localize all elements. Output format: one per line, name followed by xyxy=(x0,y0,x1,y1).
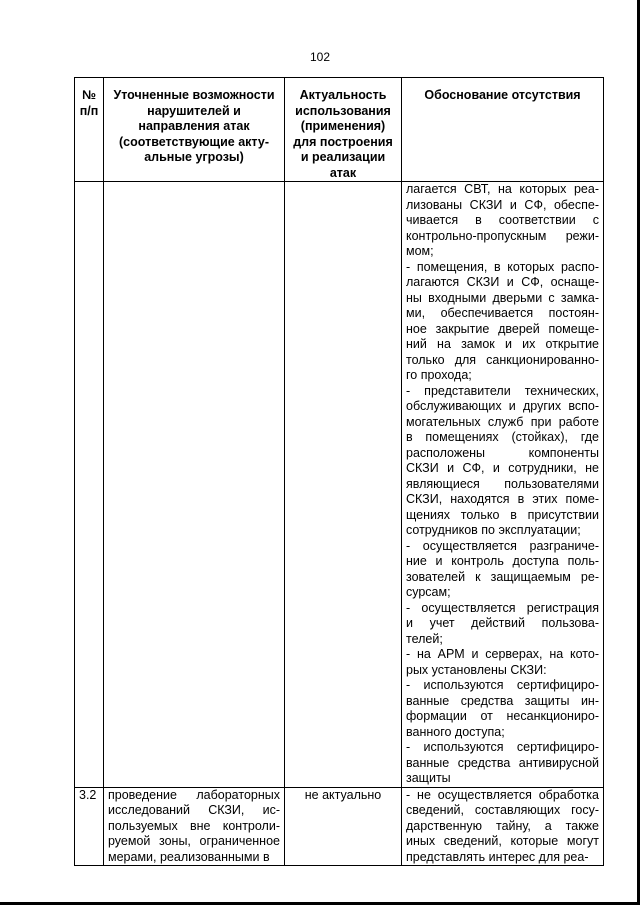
justification-text xyxy=(406,182,599,787)
cell-num: 3.2 xyxy=(75,787,104,866)
text-line: зователей к защищаемым ре- xyxy=(406,569,599,584)
text-line: мерами, реализованными в xyxy=(108,849,270,864)
text-line: обслуживающих и других вспо- xyxy=(406,399,599,413)
capabilities-text xyxy=(108,788,280,866)
cell-num xyxy=(75,182,104,788)
text-line: защиты xyxy=(406,771,451,785)
text-line: лагается СВТ, на которых реа- xyxy=(406,182,599,196)
text-line: сотрудников по эксплуатации; xyxy=(406,523,581,537)
text-line: являющиеся пользователями xyxy=(406,476,599,491)
cell-relevance xyxy=(285,182,402,788)
text-line: - не осуществляется обработка xyxy=(406,787,599,802)
text-line: ванные средства антивирусной xyxy=(406,755,599,770)
text-line: рых установлены СКЗИ: xyxy=(406,662,547,677)
header-num: № п/п xyxy=(75,78,104,182)
text-line: контрольно-пропускным режи- xyxy=(406,228,599,243)
threat-table xyxy=(74,77,604,866)
text-line: могательных служб при работе xyxy=(406,414,599,429)
text-line: СКЗИ и СФ, и сотрудники, не xyxy=(406,461,599,475)
text-line: - осуществляется регистрация xyxy=(406,600,599,615)
text-line: иных сведений, которые могут xyxy=(406,834,599,848)
table-row xyxy=(75,182,604,788)
text-line: - на АРМ и серверах, на кото- xyxy=(406,647,599,661)
text-line: ми, обеспечивается постоян- xyxy=(406,306,599,320)
text-line: пользуемых вне контроли- xyxy=(108,818,280,833)
text-line: - представители технических, xyxy=(406,383,599,398)
cell-justification xyxy=(402,787,604,866)
header-relevance: Актуальность использования (применения) для построения и реализации атак xyxy=(285,78,402,182)
cell-capabilities xyxy=(104,787,285,866)
text-line: ны входными дверьми с замка- xyxy=(406,290,599,305)
text-line: щениях только в присутствии xyxy=(406,507,599,522)
text-line: исследований СКЗИ, ис- xyxy=(108,803,280,817)
justification-text xyxy=(406,788,599,866)
text-line: сурсам; xyxy=(406,585,451,599)
text-line: руемой зоны, ограниченное xyxy=(108,834,280,848)
text-line: СКЗИ, находятся в этих поме- xyxy=(406,492,599,506)
page-number: 102 xyxy=(309,50,331,64)
text-line: - осуществляется разграниче- xyxy=(406,538,599,553)
text-line: ное закрытие дверей помеще- xyxy=(406,321,599,336)
text-line: проведение лабораторных xyxy=(108,787,280,802)
text-line: - помещения, в которых распо- xyxy=(406,259,599,274)
text-line: расположены компоненты xyxy=(406,445,599,460)
text-line: ние и контроль доступа поль- xyxy=(406,554,599,568)
text-line: и учет действий пользова- xyxy=(406,616,599,630)
text-line: ний на замок и их открытие xyxy=(406,337,599,351)
text-line: - используются сертифициро- xyxy=(406,678,599,692)
text-line: только для санкционированно- xyxy=(406,352,599,367)
text-line: в помещениях (стойках), где xyxy=(406,430,599,444)
text-line: мом; xyxy=(406,244,434,258)
cell-justification xyxy=(402,182,604,788)
text-line: - используются сертифициро- xyxy=(406,740,599,754)
text-line: лагаются СКЗИ и СФ, оснаще- xyxy=(406,275,599,289)
cell-relevance: не актуально xyxy=(285,787,402,866)
text-line: сведений, составляющих госу- xyxy=(406,803,599,817)
text-line: телей; xyxy=(406,631,443,646)
text-line: лизованы СКЗИ и СФ, обеспе- xyxy=(406,197,599,212)
table-header-row xyxy=(75,78,604,182)
text-line: ванные средства защиты ин- xyxy=(406,693,599,708)
text-line: го прохода; xyxy=(406,368,472,382)
text-line: дарственную тайну, а также xyxy=(406,818,599,833)
cell-capabilities xyxy=(104,182,285,788)
header-justification: Обоснование отсутствия xyxy=(402,78,604,182)
table-row xyxy=(75,787,604,866)
text-line: представлять интерес для реа- xyxy=(406,849,589,864)
text-line: чивается в соответствии с xyxy=(406,213,599,227)
text-line: ванного доступа; xyxy=(406,724,505,739)
text-line: формации от несанкциониро- xyxy=(406,709,599,723)
header-capabilities: Уточненные возможности нарушителей и направления атак (соответствующие актуальные угрозы) xyxy=(104,78,285,182)
